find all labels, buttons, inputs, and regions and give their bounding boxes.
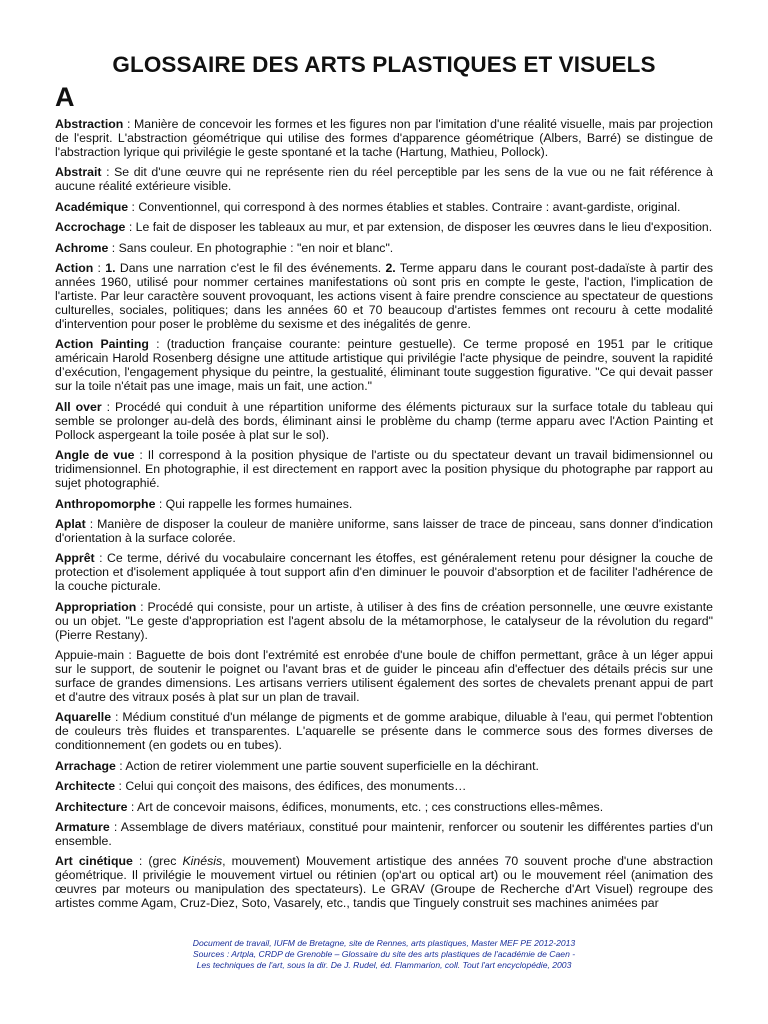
glossary-entry: Académique : Conventionnel, qui correspond à des normes établies et stables. Contraire : avant-gardiste, original. [55, 199, 681, 214]
entry-definition: Se dit d'une œuvre qui ne représente rien du réel perceptible par les sens de la vue ou ne fait référence à aucune réalité extérieure visible. [55, 165, 713, 194]
entry-definition: Terme apparu dans le courant post-dadaïste à partir des années 1960, utilisé pour nommer certaines manifestations où sont pris en compte le geste, l'action, l'implication de l'artiste. Par leur caractère souvent provoquant, les actions visent à faire prendre conscience au spectateur de questions culturelles, sociales, politiques; dans les années 60 et 70 beaucoup d'artistes femmes ont recouru à cette modalité d'intervention pour poser le problème du sexisme et des inégalités de genre. [55, 260, 714, 331]
glossary-entry: Achrome : Sans couleur. En photographie : "en noir et blanc". [55, 240, 394, 255]
glossary-entry: Aplat : Manière de disposer la couleur de manière uniforme, sans laisser de trace de pinceau, sans donner d'indication d'orientation à la surface colorée. [55, 516, 713, 545]
entry-term: Aquarelle [55, 710, 112, 725]
entry-term: Art cinétique [55, 854, 133, 869]
entry-definition: Médium constitué d'un mélange de pigments et de gomme arabique, diluable à l'eau, qui permet l'obtention de couleurs très fluides et transparentes. L'aquarelle se présente dans le commerce sous des formes diverses de conditionnement (en godets ou en tubes). [55, 710, 713, 753]
glossary-entry: Angle de vue : Il correspond à la position physique de l'artiste ou du spectateur devant un travail bidimensionnel ou tridimensionnel. En photographie, il est directement en rapport avec la position physique du photographe par rapport au sujet photographié. [55, 448, 713, 491]
glossary-entry: Action : 1. Dans une narration c'est le fil des événements. 2. Terme apparu dans le courant post-dadaïste à partir des années 1960, utilisé pour nommer certaines manifestations où sont pris en compte le geste, l'action, l'implication de l'artiste. Par leur caractère souvent provoquant, les actions visent à faire prendre conscience au spectateur de questions culturelles, sociales, politiques; dans les années 60 et 70 beaucoup d'artistes femmes ont recouru à cette modalité d'intervention pour poser le problème du sexisme et des inégalités de genre. [55, 260, 714, 331]
page-footer [0, 938, 768, 971]
entry-definition: , mouvement) Mouvement artistique des années 70 souvent proche d'une abstraction géométrique. Il privilégie le mouvement virtuel ou rétinien (op'art ou optical art) ou le mouvement réel (animation des œuvres par moteurs ou manipulation des spectateurs). Le GRAV (Groupe de Recherche d'Art Visuel) regroupe des artistes comme Agam, Cruz-Diez, Soto, Vasarely, etc., tandis que Tinguely construit ses machines animées par [55, 854, 714, 911]
entry-term: Angle de vue [55, 448, 135, 463]
entry-term: Anthropomorphe [55, 496, 156, 511]
glossary-entry: Accrochage : Le fait de disposer les tableaux au mur, et par extension, de disposer les œuvres dans le lieu d'exposition. [55, 220, 713, 235]
entry-definition: Il correspond à la position physique de l'artiste ou du spectateur devant un travail bidimensionnel ou tridimensionnel. En photographie, il est directement en rapport avec la position physique du photographe par rapport au sujet photographié. [55, 448, 713, 491]
glossary-entry: Armature : Assemblage de divers matériaux, constitué pour maintenir, renforcer ou soutenir les différentes parties d'un ensemble. [55, 820, 714, 849]
footer-line: Les techniques de l'art, sous la dir. De J. Rudel, éd. Flammarion, coll. Tout l'art encyclopédie, 2003 [196, 960, 572, 970]
glossary-entry: Aquarelle : Médium constitué d'un mélange de pigments et de gomme arabique, diluable à l'eau, qui permet l'obtention de couleurs très fluides et transparentes. L'aquarelle se présente dans le commerce sous des formes diverses de conditionnement (en godets ou en tubes). [55, 710, 713, 753]
glossary-entry: Abstrait : Se dit d'une œuvre qui ne représente rien du réel perceptible par les sens de la vue ou ne fait référence à aucune réalité extérieure visible. [55, 165, 713, 194]
entry-definition: Conventionnel, qui correspond à des normes établies et stables. Contraire : avant-gardiste, original. [138, 199, 681, 214]
glossary-entry: Anthropomorphe : Qui rappelle les formes humaines. [55, 496, 353, 511]
entry-number: 2. [385, 260, 396, 275]
entry-term: All over [55, 399, 102, 414]
entry-term: Accrochage [55, 220, 126, 235]
entry-term: Armature [55, 820, 110, 835]
footer-line: Sources : Artpla, CRDP de Grenoble – Glossaire du site des arts plastiques de l'académie de Caen - [192, 949, 576, 959]
entry-definition: Le fait de disposer les tableaux au mur, et par extension, de disposer les œuvres dans le lieu d'exposition. [135, 220, 713, 235]
entry-definition: Assemblage de divers matériaux, constitué pour maintenir, renforcer ou soutenir les différentes parties d'un ensemble. [55, 820, 714, 849]
footer-line: Document de travail, IUFM de Bretagne, site de Rennes, arts plastiques, Master MEF PE 2012-2013 [192, 938, 576, 948]
entry-term: Architecture [55, 799, 128, 814]
glossary-entry: Arrachage : Action de retirer violemment une partie souvent superficielle en la déchirant. [55, 758, 539, 773]
entry-definition: Dans une narration c'est le fil des événements. [115, 260, 386, 275]
entry-term: Abstraction [55, 117, 124, 131]
entry-term: Arrachage [55, 758, 116, 773]
glossary-entry: Appropriation : Procédé qui consiste, pour un artiste, à utiliser à des fins de création personnelle, une œuvre existante ou un objet. "Le geste d'appropriation est l'agent absolu de la métamorphose, le catalyseur de la révolution du regard" (Pierre Restany). [55, 599, 714, 642]
entry-term: Architecte [55, 779, 116, 794]
entry-italic-word: Kinésis [182, 854, 223, 869]
entry-term: Achrome [55, 240, 109, 255]
entry-definition: Action de retirer violemment une partie souvent superficielle en la déchirant. [125, 758, 539, 773]
glossary-entry [55, 648, 713, 704]
glossary-entry: Abstraction : Manière de concevoir les formes et les figures non par l'imitation d'une réalité visuelle, mais par projection de l'esprit. L'abstraction géométrique qui utilise des formes d'apparence géométrique (Albers, Barré) se distingue de l'abstraction lyrique qui privilégie le geste spontané et la tache (Hartung, Mathieu, Pollock). [55, 117, 714, 159]
entry-definition: Sans couleur. En photographie : "en noir et blanc". [118, 240, 394, 255]
section-letter: A [55, 82, 75, 112]
glossary-entry: All over : Procédé qui conduit à une répartition uniforme des éléments picturaux sur la surface totale du tableau qui semble se prolonger au-delà des bords, éliminant ainsi le problème du champ (terme apparu avec l'Action Painting et Pollock aspergeant la toile posée à plat sur le sol). [55, 399, 713, 442]
page-title: GLOSSAIRE DES ARTS PLASTIQUES ET VISUELS [112, 52, 656, 77]
entry-definition: Celui qui conçoit des maisons, des édifices, des monuments… [125, 779, 467, 794]
entry-definition: Procédé qui conduit à une répartition uniforme des éléments picturaux sur la surface totale du tableau qui semble se prolonger au-delà des bords, éliminant ainsi le problème du champ (terme apparu avec l'Action Painting et Pollock aspergeant la toile posée à plat sur le sol). [55, 399, 713, 442]
entry-definition: Manière de concevoir les formes et les figures non par l'imitation d'une réalité visuelle, mais par projection de l'esprit. L'abstraction géométrique qui utilise des formes d'apparence géométrique (Albers, Barré) se distingue de l'abstraction lyrique qui privilégie le geste spontané et la tache (Hartung, Mathieu, Pollock). [55, 117, 714, 159]
entry-definition: Procédé qui consiste, pour un artiste, à utiliser à des fins de création personnelle, une œuvre existante ou un objet. "Le geste d'appropriation est l'agent absolu de la métamorphose, le catalyseur de la révolution du regard" (Pierre Restany). [55, 599, 714, 642]
entry-term: Apprêt [55, 551, 95, 566]
entry-definition: Manière de disposer la couleur de manière uniforme, sans laisser de trace de pinceau, sans donner d'indication d'orientation à la surface colorée. [55, 516, 713, 545]
entry-number: 1. [105, 260, 116, 275]
glossary-entry: Architecte : Celui qui conçoit des maisons, des édifices, des monuments… [55, 779, 467, 794]
entry-definition: Qui rappelle les formes humaines. [165, 496, 353, 511]
entry-term: Aplat [55, 516, 86, 531]
entry-term: Action Painting [55, 337, 149, 352]
entry-term: Abstrait [55, 165, 102, 180]
entry-definition: (traduction française courante: peinture gestuelle). Ce terme proposé en 1951 par le critique américain Harold Rosenberg désigne une attitude artistique qui privilégie l'acte physique de peindre, souvent la rapidité d’exécution, l'engagement physique du peintre, la gestualité, éliminant toute suggestion figurative. "Ce qui devait passer sur la toile n'était pas une image, mais un fait, une action." [55, 337, 714, 394]
entry-definition: Appuie-main : Baguette de bois dont l'extrémité est enrobée d'une boule de chiffon permettant, grâce à un léger appui sur le support, de soutenir le poignet ou l'avant bras et de guider le pinceau afin d'effectuer des détails précis sur une surface de grandes dimensions. Les artisans verriers utilisent également des sortes de chevalets prenant appui de part et d'autre des vitraux posés à plat sur un plan de travail. [55, 648, 713, 705]
entry-definition: Ce terme, dérivé du vocabulaire concernant les étoffes, est généralement retenu pour désigner la couche de protection et d'isolement appliquée à tout support afin d'en diminuer le pouvoir d'absorption et de faciliter l'adhérence de la couche picturale. [55, 551, 713, 594]
entry-definition: Art de concevoir maisons, édifices, monuments, etc. ; ces constructions elles-mêmes. [137, 799, 604, 814]
entry-term: Appropriation [55, 599, 137, 614]
glossary-entry: Architecture : Art de concevoir maisons, édifices, monuments, etc. ; ces constructions elles-mêmes. [55, 799, 604, 814]
entry-definition: (grec [148, 854, 183, 869]
glossary-page [55, 50, 713, 917]
glossary-entry: Art cinétique : (grec Kinésis, mouvement) Mouvement artistique des années 70 souvent proche d'une abstraction géométrique. Il privilégie le mouvement virtuel ou rétinien (op'art ou optical art) ou le mouvement réel (animation des œuvres par moteurs ou manipulation des spectateurs). Le GRAV (Groupe de Recherche d'Art Visuel) regroupe des artistes comme Agam, Cruz-Diez, Soto, Vasarely, etc., tandis que Tinguely construit ses machines animées par [55, 854, 714, 911]
entry-term: Action [55, 260, 94, 275]
entry-term: Académique [55, 199, 129, 214]
glossary-entry: Action Painting : (traduction française courante: peinture gestuelle). Ce terme proposé en 1951 par le critique américain Harold Rosenberg désigne une attitude artistique qui privilégie l'acte physique de peindre, souvent la rapidité d’exécution, l'engagement physique du peintre, la gestualité, éliminant toute suggestion figurative. "Ce qui devait passer sur la toile n'était pas une image, mais un fait, une action." [55, 337, 714, 394]
glossary-entry: Apprêt : Ce terme, dérivé du vocabulaire concernant les étoffes, est généralement retenu pour désigner la couche de protection et d'isolement appliquée à tout support afin d'en diminuer le pouvoir d'absorption et de faciliter l'adhérence de la couche picturale. [55, 551, 713, 594]
